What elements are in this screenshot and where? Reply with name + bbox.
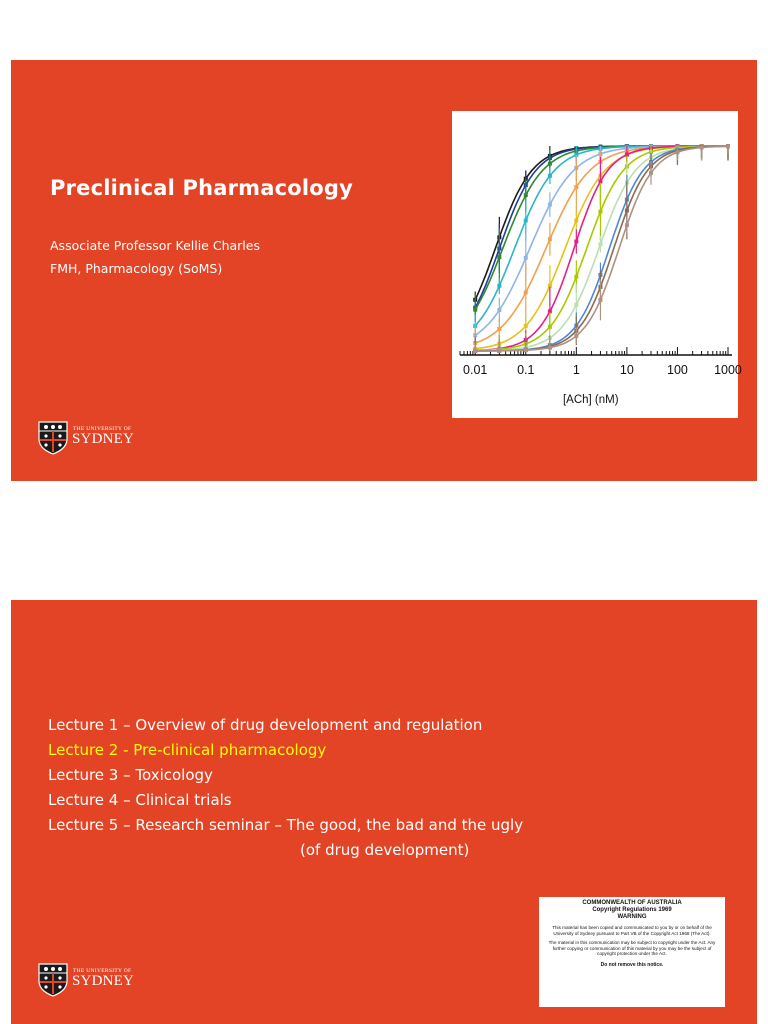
data-point [574, 334, 578, 338]
logo-small-text: THE UNIVERSITY OF [73, 426, 132, 432]
x-tick-label: 0.1 [517, 363, 535, 377]
lecture-item-5: Lecture 5 – Research seminar – The good, the bad and the ugly [48, 816, 524, 834]
data-point [700, 146, 704, 150]
university-crest-icon [38, 421, 68, 455]
data-point [598, 242, 602, 246]
logo-big-text: SYDNEY [72, 973, 135, 989]
data-point [473, 308, 477, 312]
x-tick-label: 0.01 [463, 363, 488, 377]
data-point [574, 218, 578, 222]
data-point [497, 255, 501, 259]
warning-body-2: The material in this communication may be subject to copyright under the Act. Any further copying or communication of this material by you may be the subject of copyright protection under the Act. [548, 940, 716, 957]
data-point [524, 193, 528, 197]
presenter-name: Associate Professor Kellie Charles [50, 238, 260, 253]
x-tick-label: 100 [667, 363, 688, 377]
data-point [574, 239, 578, 243]
x-tick-label: 1 [572, 363, 580, 377]
warning-line-3: WARNING [617, 914, 647, 920]
data-point [524, 290, 528, 294]
data-point [497, 349, 501, 353]
presenter-affiliation: FMH, Pharmacology (SoMS) [50, 261, 223, 276]
warning-line-1: COMMONWEALTH OF AUSTRALIA [582, 900, 682, 906]
data-point [675, 150, 679, 154]
data-point [548, 174, 552, 178]
logo-big-text: SYDNEY [72, 431, 135, 447]
data-point [625, 209, 629, 213]
data-point [726, 144, 730, 148]
x-tick-label: 1000 [714, 363, 742, 377]
data-point [548, 325, 552, 329]
x-axis-label: [ACh] (nM) [562, 394, 619, 406]
data-point [548, 162, 552, 166]
dose-response-svg [452, 111, 742, 418]
data-point [548, 203, 552, 207]
warning-footer: Do not remove this notice. [600, 961, 664, 968]
data-point [574, 275, 578, 279]
data-point [524, 348, 528, 352]
data-point [548, 346, 552, 350]
data-point [598, 179, 602, 183]
lecture-item-5-continuation: (of drug development) [300, 841, 470, 859]
lecture-list-slide [11, 600, 757, 1024]
data-point [574, 303, 578, 307]
warning-line-2: Copyright Regulations 1969 [592, 907, 672, 913]
x-tick-label: 10 [619, 363, 634, 377]
slide-title: Preclinical Pharmacology [50, 176, 354, 200]
logo-small-text: THE UNIVERSITY OF [73, 968, 132, 974]
university-logo [38, 420, 138, 456]
lecture-list [48, 713, 728, 863]
university-logo [38, 962, 138, 998]
data-point [524, 256, 528, 260]
lecture-item-1: Lecture 1 – Overview of drug development and regulation [48, 716, 483, 734]
title-slide [11, 60, 757, 481]
data-point [524, 218, 528, 222]
data-point [598, 210, 602, 214]
data-point [497, 327, 501, 331]
university-crest-icon [38, 963, 68, 997]
data-point [649, 171, 653, 175]
data-point [524, 324, 528, 328]
data-point [473, 349, 477, 353]
data-point [497, 308, 501, 312]
data-point [625, 223, 629, 227]
data-point [574, 185, 578, 189]
data-point [598, 298, 602, 302]
dose-response-chart [452, 111, 742, 418]
copyright-warning [539, 897, 725, 1007]
data-point [497, 284, 501, 288]
data-point [548, 237, 552, 241]
lecture-item-2-current: Lecture 2 - Pre-clinical pharmacology [48, 741, 327, 759]
warning-body-1: This material has been copied and communicated to you by or on behalf of the University of Sydney pursuant to Part VB of the Copyright Act 1968 (The Act). [552, 925, 712, 936]
lecture-item-4: Lecture 4 – Clinical trials [48, 791, 232, 809]
lecture-item-3: Lecture 3 – Toxicology [48, 766, 213, 784]
